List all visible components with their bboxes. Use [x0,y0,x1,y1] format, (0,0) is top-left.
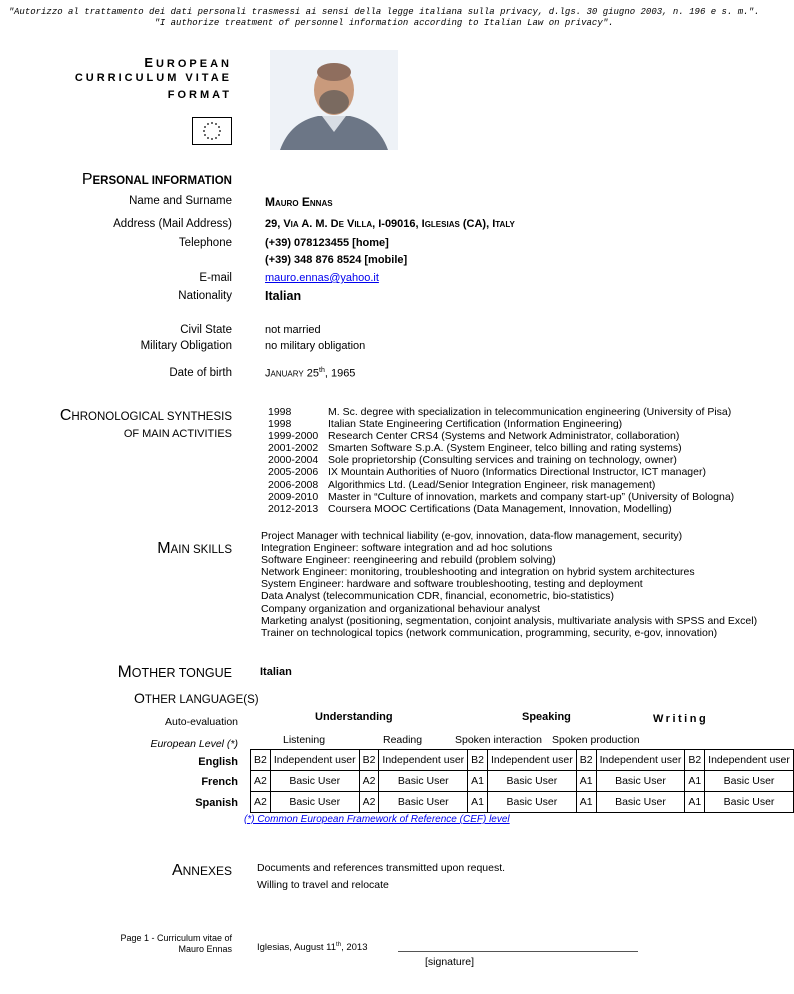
skill-item: Marketing analyst (positioning, segmentation, conjoint analysis, multivariate analysis with SPSS and Excel) [261,614,758,627]
name-label: Name and Surname [129,195,232,207]
level-desc: Basic User [488,792,577,813]
section-chronological-synthesis: CHRONOLOGICAL SYNTHESIS [59,407,232,424]
dob-value: January 25th, 1965 [265,367,356,380]
section-annexes: ANNEXES [171,862,232,879]
level-code: A1 [685,771,705,792]
level-desc: Independent user [379,750,468,771]
mother-tongue-value: Italian [260,666,292,678]
level-code: B2 [576,750,596,771]
europass-title-line1: EUROPEAN [144,55,232,70]
skill-item: System Engineer: hardware and software troubleshooting, testing and deployment [261,578,643,591]
email-link[interactable]: mauro.ennas@yahoo.it [265,272,379,284]
chronology-list [268,406,734,515]
european-level-label: European Level (*) [150,738,238,750]
reading-heading: Reading [383,734,423,746]
chronology-item: 1999-2000 Research Center CRS4 (Systems and Network Administrator, collaboration) [268,430,680,443]
section-mother-tongue: MOTHER TONGUE [117,662,232,681]
level-desc: Basic User [270,771,359,792]
annexes-line2: Willing to travel and relocate [257,879,389,891]
level-desc: Basic User [379,771,468,792]
spoken-interaction-heading: Spoken interaction [455,734,542,746]
level-code: A2 [359,792,379,813]
level-code: B2 [685,750,705,771]
spoken-production-heading: Spoken production [552,734,640,746]
chronology-item: 1998 M. Sc. degree with specialization in telecommunication engineering (University of Pisa) [268,406,732,418]
level-desc: Basic User [596,792,685,813]
chronology-subtitle: OF MAIN ACTIVITIES [123,428,232,440]
page-footer-line1: Page 1 - Curriculum vitae of [120,933,232,943]
chronology-item: 2009-2010 Master in “Culture of innovation, markets and company start-up” (University of Bologna) [268,490,735,503]
skill-item: Trainer on technological topics (network communication, programming, security, e-gov, innovation) [261,626,718,639]
chronology-item: 2005-2006 IX Mountain Authorities of Nuoro (Informatics Directional Instructor, ICT manager) [268,466,706,479]
profile-photo [270,50,398,150]
language-levels-table [250,749,794,813]
level-desc: Basic User [488,771,577,792]
level-desc: Basic User [379,792,468,813]
address: 29, Via A. M. De Villa, I-09016, Iglesias (CA), Italy [265,218,515,230]
level-code: A2 [251,771,271,792]
section-other-languages: OTHER LANGUAGE(S) [134,690,259,706]
military-value: no military obligation [265,340,366,352]
section-main-skills: MAIN SKILLS [157,540,232,557]
skill-item: Data Analyst (telecommunication CDR, financial, econometric, bio-statistics) [261,590,615,603]
table-row [251,771,794,792]
level-desc: Independent user [596,750,685,771]
level-code: B2 [359,750,379,771]
dob-label: Date of birth [169,367,232,379]
skill-item: Company organization and organizational behaviour analyst [261,602,541,615]
level-code: B2 [468,750,488,771]
skills-list [261,530,757,639]
europass-title-line2: CURRICULUM VITAE [74,72,232,84]
full-name: Mauro Ennas [265,195,333,209]
privacy-consent-english: "I authorize treatment of personnel information according to Italian Law on privacy". [154,18,614,28]
level-desc: Independent user [488,750,577,771]
skill-item: Network Engineer: monitoring, troubleshooting and integration on hybrid system architectures [261,566,695,579]
language-label-french: French [201,776,238,788]
writing-heading: Writing [653,713,709,725]
eu-flag-icon [192,117,232,145]
annexes-line1: Documents and references transmitted upon request. [257,862,506,874]
level-code: A2 [251,792,271,813]
military-label: Military Obligation [140,340,232,352]
understanding-heading: Understanding [315,711,393,723]
level-code: B2 [251,750,271,771]
phone-home: (+39) 078123455 [home] [265,237,389,249]
chronology-item: 2012-2013 Coursera MOOC Certifications (Data Management, Innovation, Modelling) [268,502,672,515]
telephone-label: Telephone [178,237,232,249]
language-label-english: English [198,756,238,768]
address-label: Address (Mail Address) [113,218,232,230]
civil-state-value: not married [265,324,321,336]
level-desc: Basic User [596,771,685,792]
signature-line [398,951,638,952]
civil-state-label: Civil State [180,324,232,336]
level-code: A1 [576,771,596,792]
cef-footnote-link[interactable]: (*) Common European Framework of Reference (CEF) level [244,814,510,825]
level-desc: Basic User [270,792,359,813]
level-code: A1 [468,771,488,792]
level-desc: Independent user [705,750,794,771]
level-code: A1 [685,792,705,813]
signature-placeholder: [signature] [425,956,475,968]
speaking-heading: Speaking [522,711,571,723]
chronology-item: 2000-2004 Sole proprietorship (Consulting services and training on technology, owner) [268,454,677,467]
listening-heading: Listening [283,734,326,746]
language-label-spanish: Spanish [195,797,238,809]
skill-item: Project Manager with technical liability (e-gov, innovation, data-flow management, security) [261,530,683,542]
page-footer-line2: Mauro Ennas [178,944,232,954]
privacy-consent-italian: "Autorizzo al trattamento dei dati personali trasmessi ai sensi della legge italiana sulla privacy, d.lgs. 30 giugno 2003, n. 196 e s. m.". [8,7,760,17]
level-code: A1 [576,792,596,813]
table-row [251,792,794,813]
table-row [251,750,794,771]
skill-item: Integration Engineer: software integration and ad hoc solutions [261,542,553,555]
skill-item: Software Engineer: reengineering and rebuild (problem solving) [261,554,556,567]
level-desc: Independent user [270,750,359,771]
email-label: E-mail [199,272,232,284]
level-code: A1 [468,792,488,813]
europass-title-line3: FORMAT [167,89,232,101]
level-code: A2 [359,771,379,792]
section-personal-information: PERSONAL INFORMATION [81,171,232,188]
nationality-label: Nationality [178,290,232,302]
auto-evaluation-label: Auto-evaluation [165,716,238,728]
nationality-value: Italian [265,289,302,303]
chronology-item: 1998 Italian State Engineering Certification (Information Engineering) [268,418,623,431]
chronology-item: 2001-2002 Smarten Software S.p.A. (System Engineer, telco billing and rating systems) [268,442,682,455]
place-date: Iglesias, August 11th, 2013 [257,942,368,954]
level-desc: Basic User [705,792,794,813]
level-desc: Basic User [705,771,794,792]
chronology-item: 2006-2008 Algorithmics Ltd. (Lead/Senior Integration Engineer, risk management) [268,478,656,491]
phone-mobile: (+39) 348 876 8524 [mobile] [265,254,408,266]
